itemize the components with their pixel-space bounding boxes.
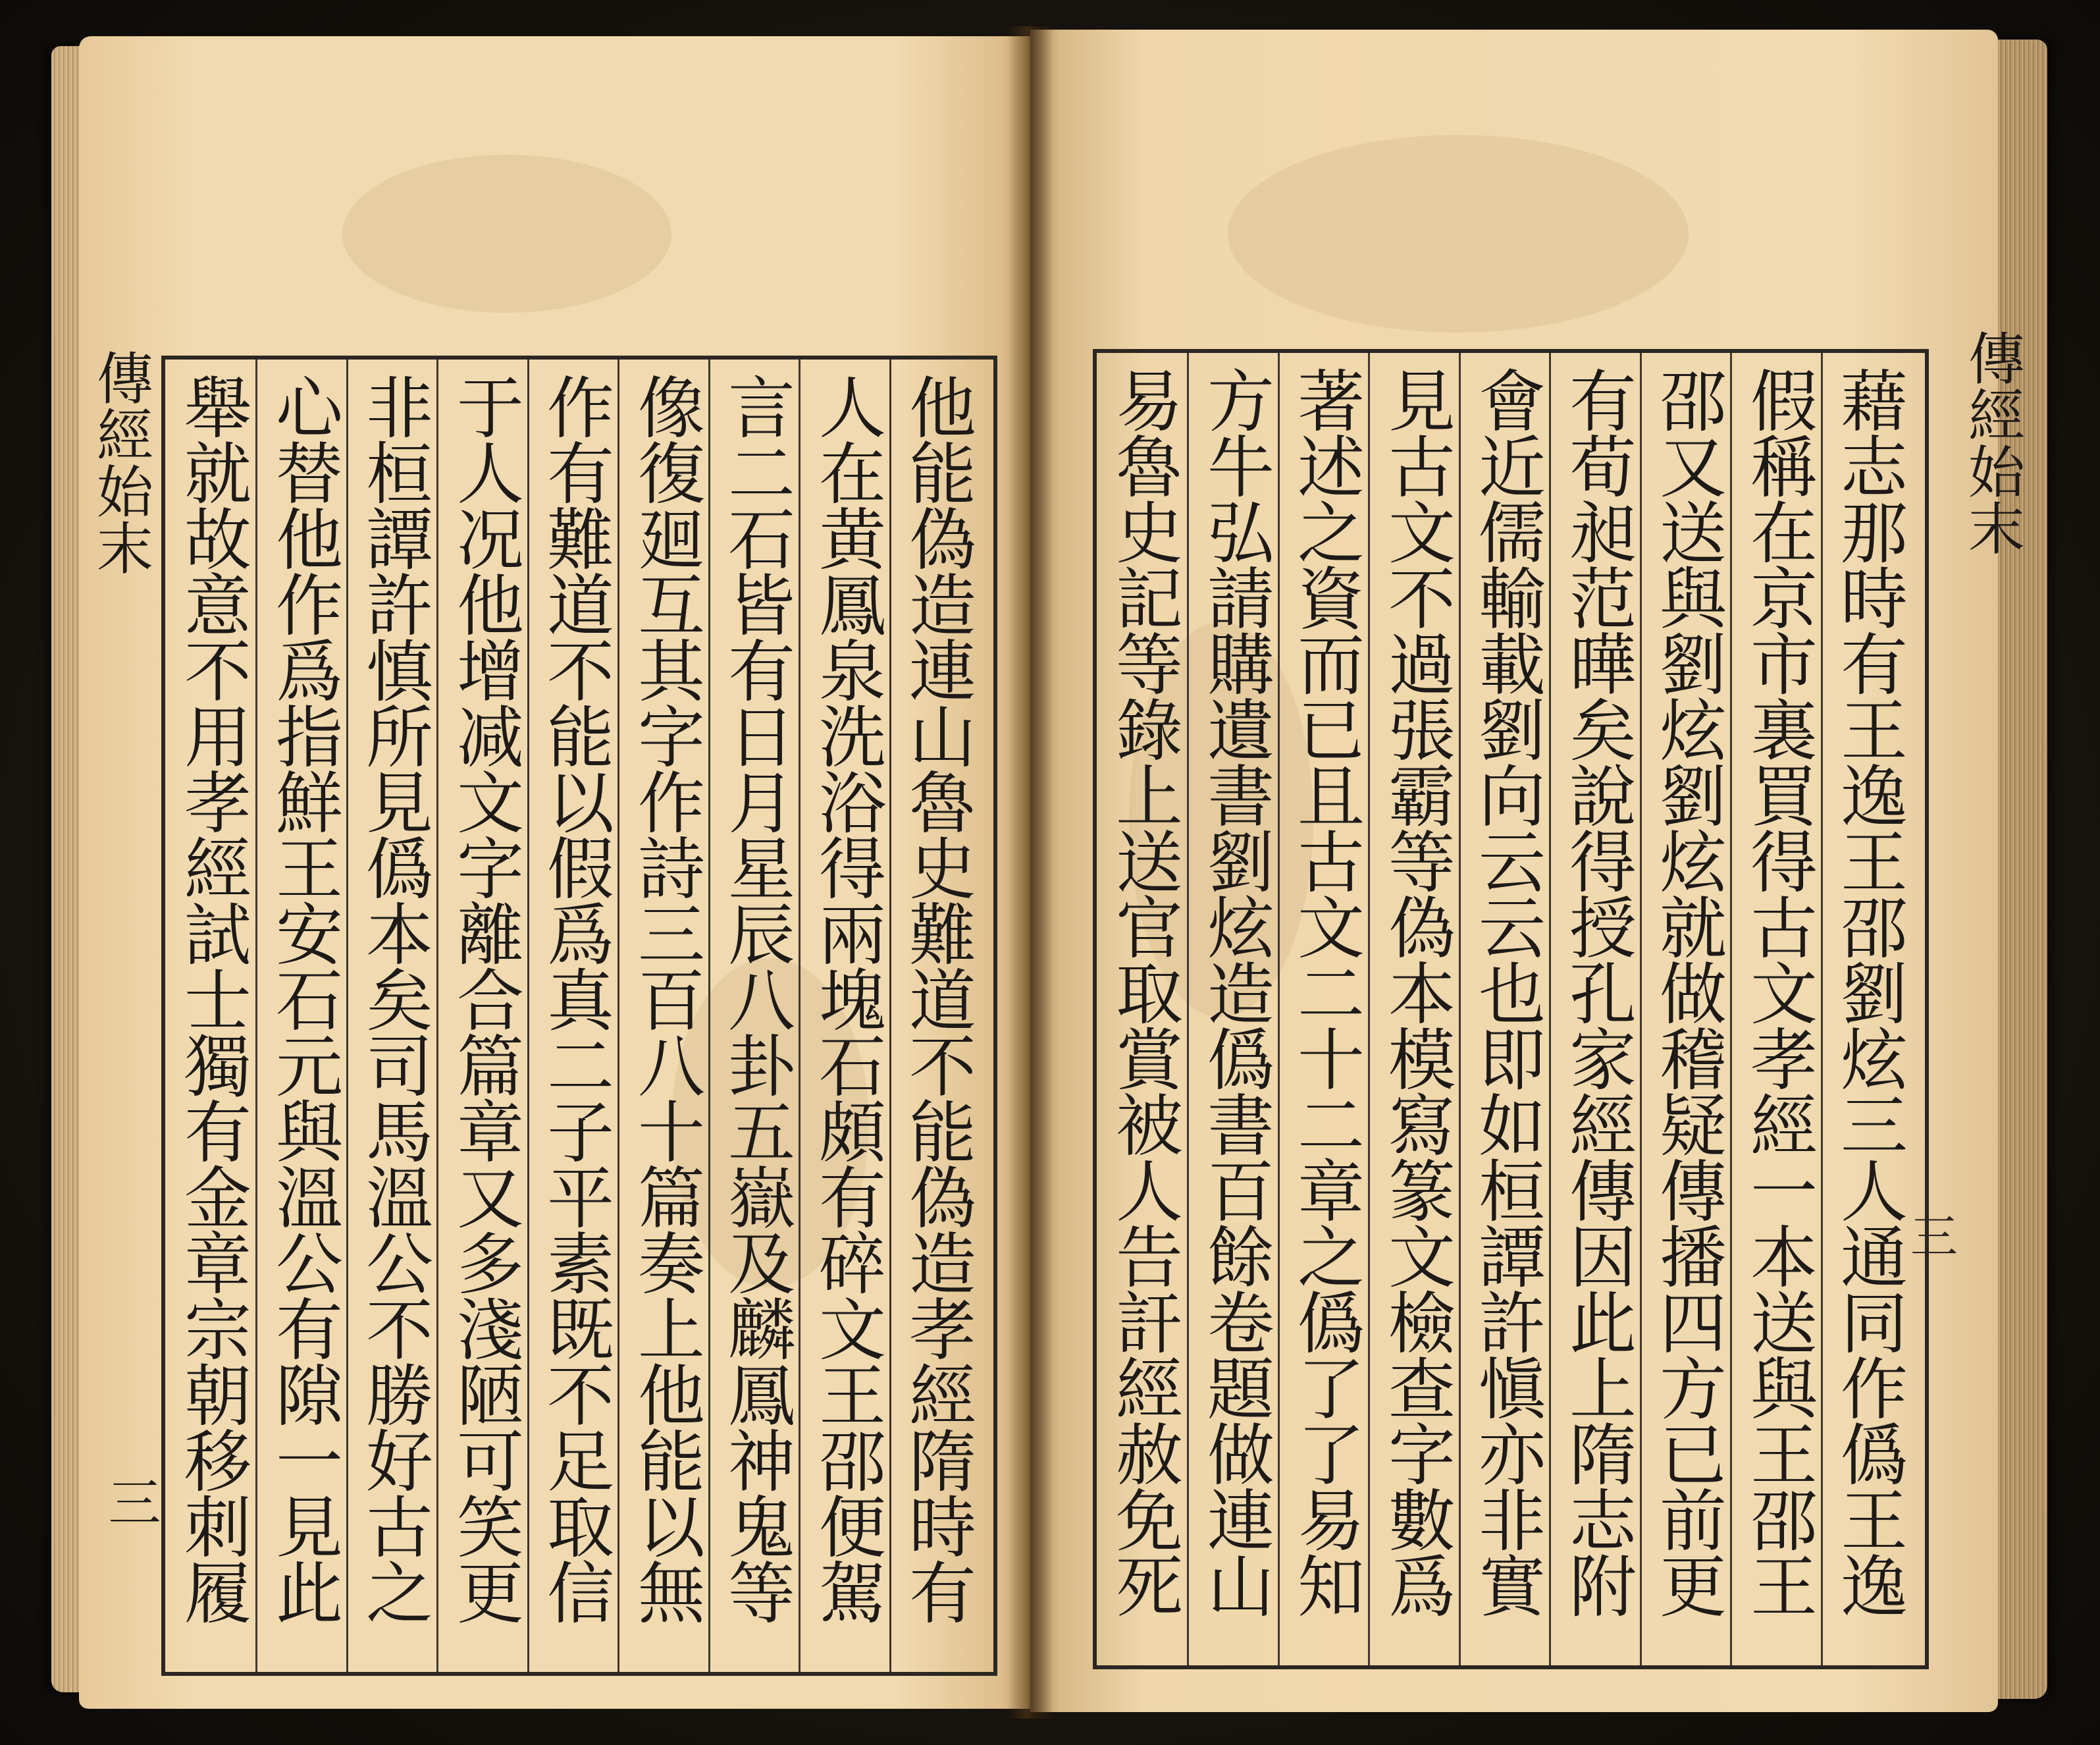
column-rule — [1640, 353, 1642, 1665]
right-text-column-6: 見古文不過張霸等偽本模寫篆文檢查字數爲 — [1377, 366, 1456, 1617]
right-folio-number: 三 — [1903, 1212, 1958, 1259]
right-text-column-3: 邵又送與劉炫劉炫就做稽疑傳播四方已前更 — [1648, 366, 1727, 1617]
column-rule — [1821, 353, 1823, 1665]
right-text-column-1: 藉志那時有王逸王邵劉炫三人通同作僞王逸 — [1829, 366, 1908, 1617]
right-text-column-9: 易魯史記等錄上送官取賞被人告訐經赦免死 — [1105, 366, 1183, 1617]
column-rule — [255, 360, 257, 1672]
left-text-column-9: 舉就故意不用孝經試士獨有金章宗朝移刺履 — [173, 373, 251, 1624]
left-text-column-4: 像復廻互其字作詩三百八十篇奏上他能以無 — [627, 373, 705, 1624]
right-text-column-8: 方牛弘請購遺書劉炫造僞書百餘卷題做連山 — [1196, 366, 1274, 1617]
left-folio-number: 三 — [99, 1475, 161, 1528]
right-text-column-7: 著述之資而已且古文二十二章之僞了了易知 — [1286, 366, 1365, 1617]
right-banxin-title: 傳經始末 — [1958, 329, 2024, 556]
column-rule — [1278, 353, 1280, 1665]
left-text-column-2: 人在黄鳳泉洗浴得兩塊石頗有碎文王邵便駕 — [808, 373, 886, 1624]
column-rule — [708, 360, 710, 1672]
paper-stain — [1228, 135, 1689, 333]
column-rule — [617, 360, 619, 1672]
left-text-frame — [161, 356, 997, 1676]
column-rule — [1549, 353, 1551, 1665]
column-rule — [346, 360, 348, 1672]
left-text-column-1: 他能偽造連山魯史難道不能偽造孝經隋時有 — [898, 373, 976, 1624]
column-rule — [527, 360, 529, 1672]
left-text-column-7: 非桓譚許慎所見僞本矣司馬溫公不勝好古之 — [355, 373, 433, 1624]
book-gutter — [1007, 26, 1053, 1719]
right-text-column-2: 假稱在京市裏買得古文孝經一本送與王邵王 — [1739, 366, 1818, 1617]
left-text-column-5: 作有難道不能以假爲真二子平素既不足取信 — [536, 373, 614, 1624]
right-text-column-4: 有荀昶范曄矣說得授孔家經傳因此上隋志附 — [1558, 366, 1637, 1617]
column-rule — [1730, 353, 1732, 1665]
left-banxin-title: 傳經始末 — [87, 349, 153, 576]
left-text-column-8: 心替他作爲指鮮王安石元與溫公有隙一見此 — [265, 373, 343, 1624]
column-rule — [1368, 353, 1370, 1665]
column-rule — [889, 360, 891, 1672]
column-rule — [799, 360, 801, 1672]
right-text-column-5: 會近儒輸載劉向云云也即如桓譚許愼亦非實 — [1467, 366, 1546, 1617]
left-text-column-3: 言二石皆有日月星辰八卦五嶽及麟鳳神鬼等 — [717, 373, 795, 1624]
column-rule — [1459, 353, 1461, 1665]
paper-stain — [342, 155, 671, 313]
column-rule — [1187, 353, 1189, 1665]
right-text-frame — [1093, 349, 1929, 1669]
column-rule — [436, 360, 438, 1672]
left-text-column-6: 于人况他增减文字離合篇章又多淺陋可笑更 — [446, 373, 524, 1624]
